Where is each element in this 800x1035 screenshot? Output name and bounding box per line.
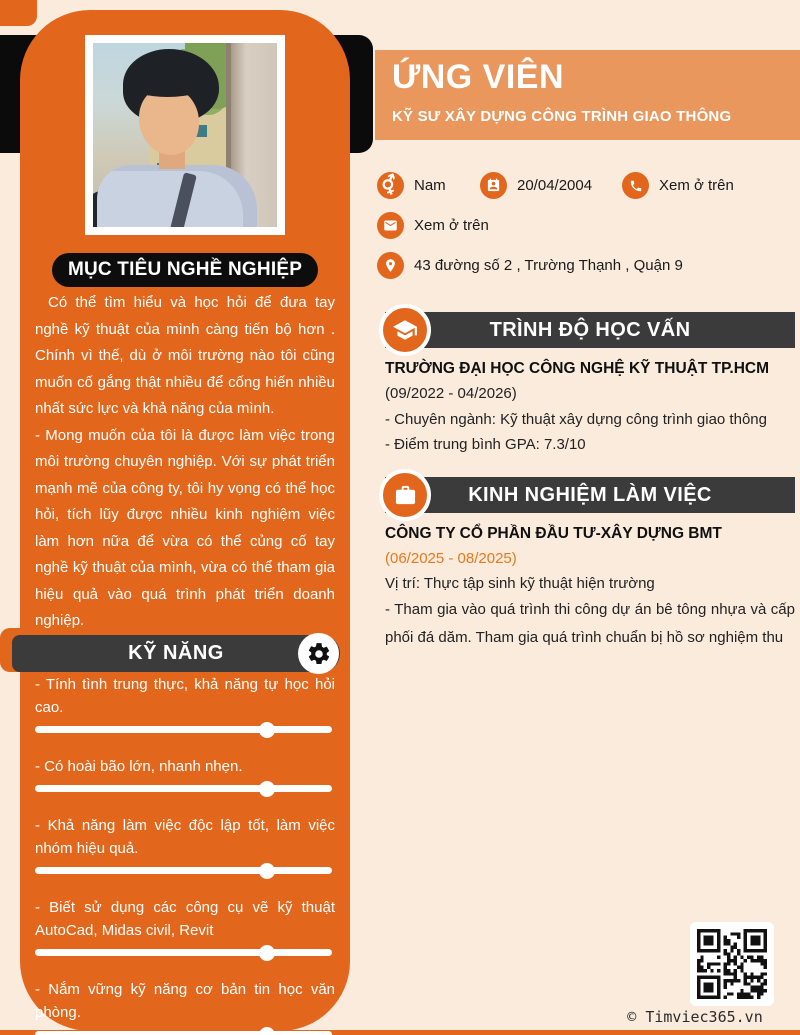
briefcase-icon [379, 469, 431, 521]
education-major: - Chuyên ngành: Kỹ thuật xây dựng công trình giao thông [385, 411, 767, 428]
objective-text [35, 290, 335, 635]
gender-value: Nam [414, 177, 446, 194]
skill-slider-knob[interactable] [259, 1027, 275, 1035]
experience-section-title: KINH NGHIỆM LÀM VIỆC [385, 477, 795, 513]
experience-description: - Tham gia vào quá trình thi công dự án bê tông nhựa và cấp phối đá dăm. Tham gia quá trình chuẩn bị hồ sơ nghiệm thu [385, 601, 795, 646]
skill-label: - Nắm vững kỹ năng cơ bản tin học văn phòng. [35, 981, 335, 1021]
education-gpa: - Điểm trung bình GPA: 7.3/10 [385, 436, 586, 453]
objective-paragraph: Có thể tìm hiểu và học hỏi để đưa tay nghề kỹ thuật của mình càng tiến bộ hơn . Chính vì thế, dù ở môi trường nào tôi cũng muốn cố gắng thật nhiều để cống hiến nhiều nhất sức lực và khả năng của mình. [35, 294, 335, 417]
skill-label: - Có hoài bão lớn, nhanh nhẹn. [35, 758, 243, 775]
watermark-copyright: © Timviec365.vn [627, 1008, 763, 1026]
skill-slider-knob[interactable] [259, 863, 275, 879]
skill-slider[interactable] [35, 785, 332, 792]
envelope-icon [377, 212, 404, 239]
skill-slider[interactable] [35, 726, 332, 733]
skill-item [35, 673, 335, 733]
skill-item [35, 896, 335, 956]
gear-icon [298, 633, 339, 674]
education-section-title: TRÌNH ĐỘ HỌC VẤN [385, 312, 795, 348]
skill-item [35, 814, 335, 874]
skill-slider-knob[interactable] [259, 722, 275, 738]
skill-slider[interactable] [35, 1031, 332, 1035]
skill-slider-knob[interactable] [259, 781, 275, 797]
company-name: CÔNG TY CỔ PHẦN ĐẦU TƯ-XÂY DỰNG BMT [385, 525, 722, 542]
contact-phone [622, 172, 734, 199]
contact-gender [377, 172, 446, 199]
skill-item [35, 978, 335, 1035]
skills-title-label: KỸ NĂNG [128, 642, 224, 664]
skill-label: - Tính tình trung thực, khả năng tự học hỏi cao. [35, 676, 335, 716]
education-period: (09/2022 - 04/2026) [385, 385, 517, 402]
phone-value: Xem ở trên [659, 177, 734, 194]
contact-address [377, 252, 683, 279]
skill-label: - Biết sử dụng các công cụ vẽ kỹ thuật AutoCad, Midas civil, Revit [35, 899, 335, 939]
contact-birthday [480, 172, 592, 199]
corner-decoration [0, 0, 37, 26]
profile-photo [85, 35, 285, 235]
skill-slider-knob[interactable] [259, 945, 275, 961]
birthday-value: 20/04/2004 [517, 177, 593, 194]
location-pin-icon [377, 252, 404, 279]
skill-label: - Khả năng làm việc độc lập tốt, làm việc nhóm hiệu quả. [35, 817, 335, 857]
candidate-job-title: KỸ SƯ XÂY DỰNG CÔNG TRÌNH GIAO THÔNG [392, 108, 732, 125]
skill-item [35, 755, 335, 792]
objective-paragraph: - Mong muốn của tôi là được làm việc trong môi trường chuyên nghiệp. Với sự phát triển mạnh mẽ của công ty, tôi hy vọng có thể học hỏi, tích lũy được nhiều kinh nghiệm việc làm hơn nữa để vừa có thể củng cố tay nghề kỹ thuật của mình, vừa có thể tham gia hiệu quả vào quá trình phát triển doanh nghiệp. [35, 426, 335, 629]
skill-slider[interactable] [35, 867, 332, 874]
skills-section-title [12, 635, 340, 672]
contact-email [377, 212, 489, 239]
skills-list [35, 673, 335, 1035]
experience-position: Vị trí: Thực tập sinh kỹ thuật hiện trường [385, 575, 655, 592]
gender-icon: ⚥ [377, 172, 404, 199]
skill-slider[interactable] [35, 949, 332, 956]
objective-section-title: MỤC TIÊU NGHỀ NGHIỆP [52, 253, 318, 287]
email-value: Xem ở trên [414, 217, 489, 234]
calendar-icon [480, 172, 507, 199]
graduation-cap-icon [379, 304, 431, 356]
qr-code [690, 922, 774, 1006]
header-band [375, 50, 800, 140]
experience-period: (06/2025 - 08/2025) [385, 550, 517, 567]
sidebar [20, 10, 350, 1031]
school-name: TRƯỜNG ĐẠI HỌC CÔNG NGHỆ KỸ THUẬT TP.HCM [385, 360, 770, 377]
address-value: 43 đường số 2 , Trường Thạnh , Quận 9 [414, 257, 683, 274]
phone-icon [622, 172, 649, 199]
candidate-name: ỨNG VIÊN [392, 58, 565, 96]
